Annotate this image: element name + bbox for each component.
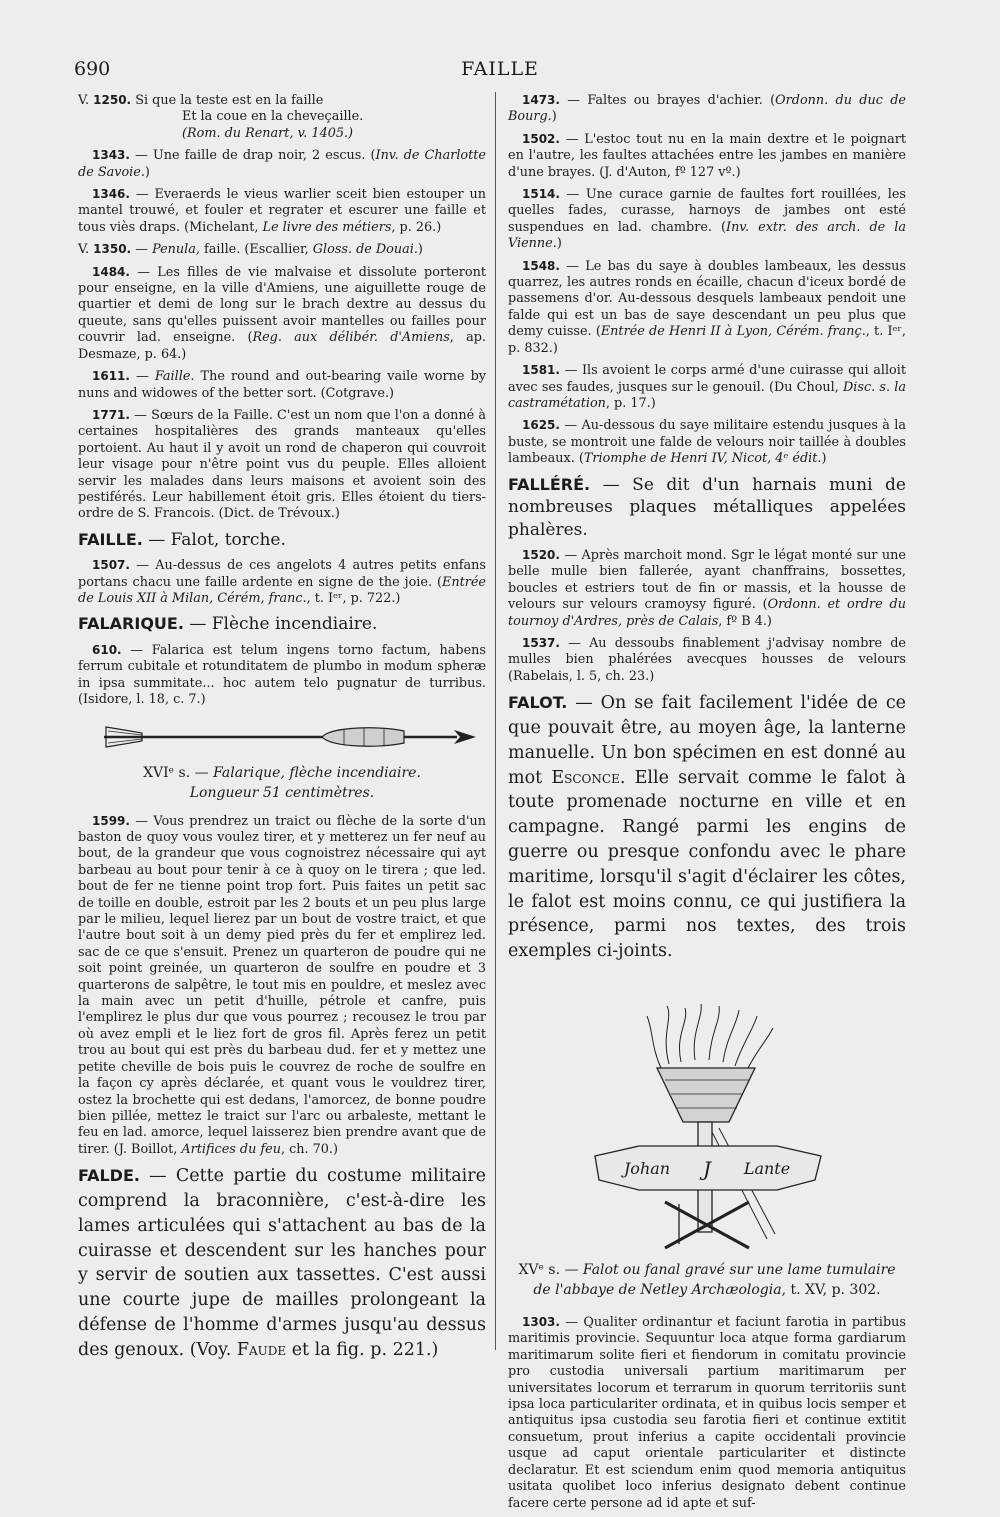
entry-year: 1484. [92,264,130,279]
entry-year: 1548. [522,258,560,273]
banner-text-right: Lante [743,1159,791,1179]
entry-1548: 1548. — Le bas du saye à doubles lambeaux, les dessus quarrez, les autres ronds en écaille, chacun d'iceux bordé de passemens d'or. Au-dessous desquels lambeaux pendoit une falde qui est un bas de saye descendant un peu plus que demy cuisse. (Entrée de Henri II à Lyon, Cérém. franç., t. Iᵉʳ, p. 832.) [508,258,906,356]
entry-1514: 1514. — Une curace garnie de faultes fort rouillées, les quelles fades, curasse, harnoys de jambes ont esté suspendues en lad. chambre. (Inv. extr. des arch. de la Vienne.) [508,187,907,252]
entry-year: 1507. [92,558,130,573]
entry-1350: V. 1350. — Penula, faille. (Escallier, Gloss. de Douai.) [78,242,423,258]
column-divider [495,92,496,1350]
falot-caption: XVᵉ s. — Falot ou fanal gravé sur une lame tumulaire de l'abbaye de Netley Archæologia, t. XV, p. 302. [518,1262,896,1299]
entry-1611: 1611. — Faille. The round and out-bearing vaile worne by nuns and widowes of the better sort. (Cotgrave.) [78,369,486,401]
entry-year: 610. [92,642,122,657]
entry-year: 1303. [522,1315,560,1330]
entry-year: 1537. [522,636,560,651]
falot-figure [508,1004,906,1300]
headword-falot: FALOT. — On se fait facilement l'idée de ce que pouvait être, au moyen âge, la lanterne manuelle. Un bon spécimen en est donné au mot Esconce. Elle servait comme le falot à toute promenade nocturne en ville et en campagne. Rangé parmi les engins de guerre ou presque confondu avec le phare maritime, lorsqu'il s'agit d'éclairer les côtes, le falot est moins connu, ce qui justifiera la présence, parmi nos textes, des trois exemples ci-joints. [508,693,906,962]
entry-1250: V. 1250. Si que la teste est en la faille Et la coue en la cheveçaille. (Rom. du Renart, v. 1405.) [78,93,364,141]
banner-text-left: Johan [623,1159,671,1179]
entry-1537: 1537. — Au dessoubs finablement j'advisay nombre de mulles bien phalérées avecques housses de velours (Rabelais, l. 5, ch. 23.) [508,636,906,684]
right-column [508,92,906,1517]
entry-610: 610. — Falarica est telum ingens torno factum, habens ferrum cubitale et rotunditatem de plumbo in modum spheræ in ipsa summitate... hoc autem telo pugnatur de turribus. (Isidore, l. 18, c. 7.) [78,642,486,708]
entry-1507: 1507. — Au-dessus de ces angelots 4 autres petits enfans portans chacu une faille ardente en signe de the joie. (Entrée de Louis XII à Milan, Cérém, franc., t. Iᵉʳ, p. 722.) [78,558,486,607]
entry-year: 1343. [92,148,130,163]
falot-lantern-illustration [577,1004,837,1254]
entry-1771: 1771. — Sœurs de la Faille. C'est un nom que l'on a donné à certaines hospitalières des grands manteaux qu'elles portoient. Au haut il y avoit un rond de chaperon qui couvroit leur visage pour n'être point vus du peuple. Elles alloient servir les malades dans leurs maisons et avoient soin des pestiférés. Leur habillement étoit gris. Elles étoient du tiers-ordre de S. Francois. (Dict. de Trévoux.) [78,407,486,522]
entry-1473: 1473. — Faltes ou brayes d'achier. (Ordonn. du duc de Bourg.) [508,93,906,125]
banner-text-mid: J [702,1157,712,1182]
entry-1625: 1625. — Au-dessous du saye militaire estendu jusques à la buste, se montroit une falde de velours noir taillée à doubles lambeaux. (Triomphe de Henri IV, Nicot, 4ᵉ édit.) [508,418,906,467]
entry-year: 1473. [522,93,560,107]
entry-year: 1625. [522,418,560,433]
entry-year: 1599. [92,813,130,828]
entry-1502: 1502. — L'estoc tout nu en la main dextre et le poignart en l'autre, les faultes attachées entre les jambes en manière d'une brayes. (J. d'Auton, fº 127 vº.) [508,131,906,180]
page-number: 690 [74,58,111,80]
entry-year: 1520. [522,548,560,563]
falarique-figure [78,717,486,803]
entry-1599: 1599. — Vous prendrez un traict ou flèche de la sorte d'un baston de quoy vous voulez tirer, et y metterez un fer neuf au bout, de la grandeur que vous cognoistrez nécessaire qui ayt barbeau au bout pour tenir à ce à quoy on le tirera ; que led. bout de fer ne tienne point trop fort. Puis faites un petit sac de toille en double, estroit par les 2 bouts et un peu plus large par le milieu, lequel lierez par un bout de vostre traict, et que l'autre bout soit à un demy pied près du fer et emplirez led. sac de ce que s'ensuit. Prenez un quarteron de poudre qui ne soit point greinée, un quarteron de soulfre en poudre et 3 quarterons de salpêtre, le tout mis en pouldre, et meslez avec la main avec un petit d'huille, pétrole et canfre, puis l'emplirez le plus dur que vous pourrez ; recousez le trou par où avez empli et le liez fort de gros fil. Après ferez un petit trou au bout qui est près du barbeau dud. fer et y mettez une petite cheville de bois puis le couvrez de roche de soulfre en la façon cy après déclarée, et quant vous le vouldrez tirer, ostez la brochette qui est dedans, l'amorcez, de bonne poudre bien pillée, mettez le traict sur l'arc ou arbaleste, mettant le feu en lad. amorce, lequel laisserez bien prendre avant que de tirer. (J. Boillot, Artifices du feu, ch. 70.) [78,813,486,1157]
entry-year: 1350. [93,242,132,257]
entry-year: 1581. [522,363,560,378]
entry-1484: 1484. — Les filles de vie malvaise et dissolute porteront pour enseigne, en la ville d'Amiens, une aiguillette rouge de quartier et demi de long sur le brach dextre au dessus du queute, sans qu'elles puissent avoir mantelles ou failles pour couvrir lad. enseigne. (Reg. aux délibér. d'Amiens, ap. Desmaze, p. 64.) [78,264,486,362]
headword-faille: FAILLE. — Falot, torche. [78,529,286,550]
running-title: FAILLE [461,58,539,80]
headword-falde: FALDE. — Cette partie du costume militaire comprend la braconnière, c'est-à-dire les lames articulées qui s'attachent au bas de la cuirasse et descendent sur les hanches pour y servir de soutien aux tassettes. C'est aussi une courte jupe de mailles prolongeant la défense de l'homme d'armes jusqu'au dessus des genoux. (Voy. Faude et la fig. p. 221.) [78,1166,486,1360]
left-column [78,92,486,1369]
falarique-caption: XVIᵉ s. — Falarique, flèche incendiaire. Longueur 51 centimètres. [143,764,421,801]
entry-1581: 1581. — Ils avoient le corps armé d'une cuirasse qui alloit avec ses faudes, jusques sur le genouil. (Du Choul, Disc. s. la castramétation, p. 17.) [508,363,906,411]
entry-1303: 1303. — Qualiter ordinantur et faciunt farotia in partibus maritimis provincie. Sequuntur loca atque forma gardiarum maritimarum solite fieri et fiendorum in comitatu provincie pro custodia universali partium maritimarum per universitates locorum et terrarum in quorum territoriis sunt ipsa loca particulariter ordinata, et in quibus locis semper et antiquitus ipsa custodia seu farotia fieri et continue extitit consuetum, prout inferius a capite occidentali provincie usque ad caput orientale particulariter et distincte declaratur. Et est sciendum enim quod memoria antiquitus usitata quolibet loco inferius designato debent continue facere certe persone ad id apte et suf- [508,1315,906,1511]
entry-year: 1771. [92,407,130,422]
entry-year: 1514. [522,187,560,202]
falarique-arrow-illustration [82,717,482,757]
entry-1343: 1343. — Une faille de drap noir, 2 escus. (Inv. de Charlotte de Savoie.) [78,148,486,180]
entry-year: 1250. [93,93,132,107]
entry-1520: 1520. — Après marchoit mond. Sgr le légat monté sur une belle mulle bien fallerée, ayant chanffrains, bossettes, boucles et estriers tout de fin or massis, et la housse de velours sur velours cramoysy figuré. (Ordonn. et ordre du tournoy d'Ardres, près de Calais, fº B 4.) [508,548,906,629]
entry-1346: 1346. — Everaerds le vieus warlier sceit bien estouper un mantel trouwé, et fouler et regrater et escurer une faille et tous viès draps. (Michelant, Le livre des métiers, p. 26.) [78,187,486,235]
entry-year: 1502. [522,131,560,146]
entry-year: 1611. [92,369,130,384]
entry-year: 1346. [92,187,130,202]
headword-fallere: FALLÉRÉ. — Se dit d'un harnais muni de nombreuses plaques métalliques appelées phalères. [508,474,906,540]
headword-falarique: FALARIQUE. — Flèche incendiaire. [78,614,378,635]
